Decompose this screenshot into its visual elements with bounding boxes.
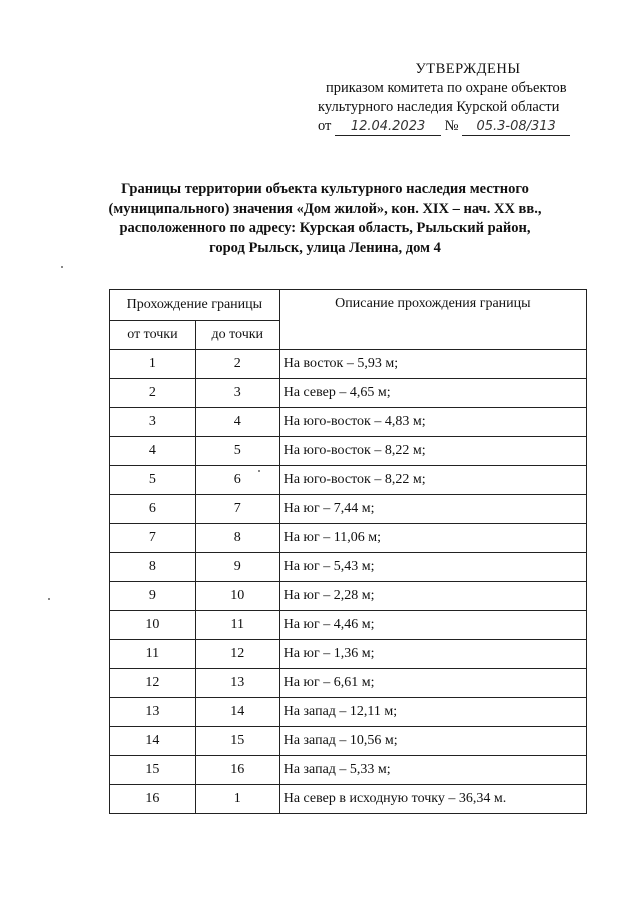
cell-to-point: 11 <box>195 611 279 640</box>
cell-to-point: 9 <box>195 553 279 582</box>
approval-number: 05.3-08/313 <box>462 119 570 136</box>
table-row <box>110 350 587 379</box>
table-row <box>110 582 587 611</box>
header-description: Описание прохождения границы <box>279 290 586 350</box>
cell-to-point: 1 <box>195 785 279 814</box>
title-line-2: (муниципального) значения «Дом жилой», кон. XIX – нач. XX вв., <box>108 200 542 217</box>
cell-from-point: 15 <box>110 756 196 785</box>
cell-description: На запад – 12,11 м; <box>279 698 586 727</box>
cell-to-point: 13 <box>195 669 279 698</box>
table-body <box>110 350 587 814</box>
title-line-1: Границы территории объекта культурного наследия местного <box>121 181 529 197</box>
cell-from-point: 14 <box>110 727 196 756</box>
cell-to-point: 16 <box>195 756 279 785</box>
cell-from-point: 3 <box>110 408 196 437</box>
cell-description: На север – 4,65 м; <box>279 379 586 408</box>
cell-description: На юг – 5,43 м; <box>279 553 586 582</box>
table-row <box>110 756 587 785</box>
cell-from-point: 10 <box>110 611 196 640</box>
approval-line-1: приказом комитета по охране объектов <box>326 80 567 96</box>
scan-speck <box>61 266 63 268</box>
header-from-point: от точки <box>110 321 196 350</box>
cell-from-point: 7 <box>110 524 196 553</box>
approval-date: 12.04.2023 <box>335 119 441 136</box>
cell-description: На юго-восток – 4,83 м; <box>279 408 586 437</box>
table-row <box>110 495 587 524</box>
table-row <box>110 640 587 669</box>
cell-description: На север в исходную точку – 36,34 м. <box>279 785 586 814</box>
cell-from-point: 13 <box>110 698 196 727</box>
cell-from-point: 2 <box>110 379 196 408</box>
cell-from-point: 9 <box>110 582 196 611</box>
number-prefix: № <box>444 118 459 134</box>
cell-from-point: 12 <box>110 669 196 698</box>
cell-to-point: 7 <box>195 495 279 524</box>
cell-description: На запад – 5,33 м; <box>279 756 586 785</box>
date-prefix: от <box>318 118 332 134</box>
cell-to-point: 5 <box>195 437 279 466</box>
cell-from-point: 5 <box>110 466 196 495</box>
cell-description: На запад – 10,56 м; <box>279 727 586 756</box>
cell-description: На восток – 5,93 м; <box>279 350 586 379</box>
cell-description: На юг – 2,28 м; <box>279 582 586 611</box>
title-line-4: город Рыльск, улица Ленина, дом 4 <box>209 239 441 256</box>
scan-speck <box>48 598 50 600</box>
header-boundary-passage: Прохождение границы <box>110 290 280 321</box>
cell-from-point: 6 <box>110 495 196 524</box>
cell-from-point: 4 <box>110 437 196 466</box>
approval-title: УТВЕРЖДЕНЫ <box>415 61 521 77</box>
table-row <box>110 669 587 698</box>
cell-description: На юго-восток – 8,22 м; <box>279 437 586 466</box>
table-row <box>110 524 587 553</box>
cell-description: На юг – 1,36 м; <box>279 640 586 669</box>
cell-from-point: 1 <box>110 350 196 379</box>
table-header-row <box>110 290 587 321</box>
approval-date-number-line <box>318 117 588 136</box>
cell-to-point: 6 <box>195 466 279 495</box>
cell-description: На юго-восток – 8,22 м; <box>279 466 586 495</box>
table-row <box>110 379 587 408</box>
boundary-table <box>109 289 587 814</box>
table-row <box>110 466 587 495</box>
cell-to-point: 2 <box>195 350 279 379</box>
scan-speck <box>258 470 260 472</box>
header-to-point: до точки <box>195 321 279 350</box>
approval-block <box>318 60 588 136</box>
title-line-3: расположенного по адресу: Курская область, Рыльский район, <box>119 220 531 236</box>
cell-from-point: 8 <box>110 553 196 582</box>
cell-to-point: 14 <box>195 698 279 727</box>
approval-line-2: культурного наследия Курской области <box>318 99 560 115</box>
table-row <box>110 698 587 727</box>
table-row <box>110 727 587 756</box>
cell-description: На юг – 11,06 м; <box>279 524 586 553</box>
table-row <box>110 553 587 582</box>
cell-description: На юг – 7,44 м; <box>279 495 586 524</box>
cell-to-point: 10 <box>195 582 279 611</box>
table-row <box>110 408 587 437</box>
table-row <box>110 785 587 814</box>
cell-to-point: 4 <box>195 408 279 437</box>
cell-to-point: 15 <box>195 727 279 756</box>
cell-to-point: 3 <box>195 379 279 408</box>
cell-to-point: 12 <box>195 640 279 669</box>
cell-description: На юг – 6,61 м; <box>279 669 586 698</box>
cell-from-point: 11 <box>110 640 196 669</box>
table-row <box>110 437 587 466</box>
cell-to-point: 8 <box>195 524 279 553</box>
table-row <box>110 611 587 640</box>
cell-from-point: 16 <box>110 785 196 814</box>
document-title <box>100 180 550 258</box>
cell-description: На юг – 4,46 м; <box>279 611 586 640</box>
